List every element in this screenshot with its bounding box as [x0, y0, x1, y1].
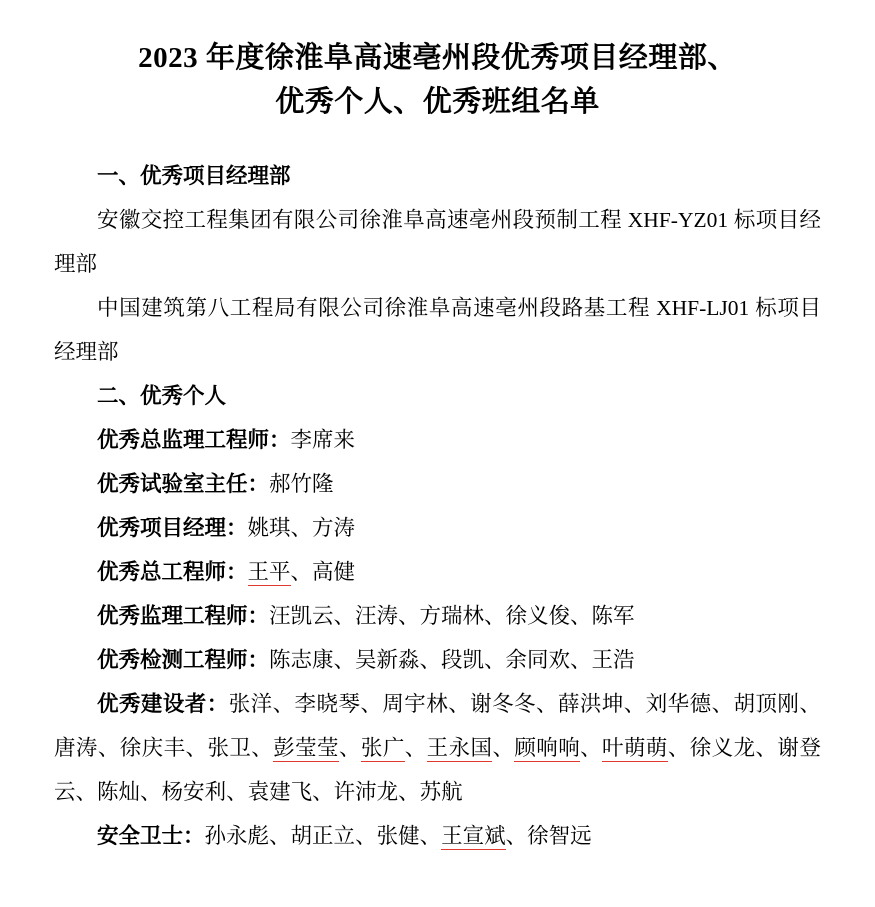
entry-safety-guards	[54, 814, 821, 858]
project-paragraph-2: 中国建筑第八工程局有限公司徐淮阜高速亳州段路基工程 XHF-LJ01 标项目经理部	[54, 296, 821, 364]
name-separator: 、	[755, 736, 778, 760]
entry-chief-engineer	[54, 550, 821, 594]
name: 陈灿	[97, 780, 141, 804]
entry-chief-supervising-engineer	[54, 418, 821, 462]
name-underlined: 王宣斌	[441, 824, 506, 848]
entry-outstanding-builders	[54, 682, 821, 814]
name: 谢登云	[54, 736, 821, 804]
name: 薛洪坤	[557, 692, 624, 716]
name-separator: 、	[623, 692, 646, 716]
entry-label: 优秀试验室主任：	[97, 472, 270, 496]
entry-label: 优秀总监理工程师：	[97, 428, 291, 452]
name-separator: 、	[448, 692, 471, 716]
name-separator: 、	[269, 824, 291, 848]
name-underlined: 彭莹莹	[273, 736, 339, 760]
entry-names: 、高健	[290, 560, 356, 584]
name-separator: 、	[360, 692, 383, 716]
name-separator: 、	[492, 736, 515, 760]
entry-names: 姚琪、方涛	[247, 516, 356, 540]
name-separator: 、	[97, 736, 120, 760]
page-title-line-2: 优秀个人、优秀班组名单	[275, 86, 600, 118]
name: 谢冬冬	[470, 692, 536, 716]
name-underlined: 叶萌萌	[602, 736, 668, 760]
name: 许沛龙	[333, 780, 399, 804]
page-title-line-1: 2023 年度徐淮阜高速亳州段优秀项目经理部、	[138, 42, 737, 74]
entry-names: 汪凯云、汪涛、方瑞林、徐义俊、陈军	[269, 604, 635, 628]
document-body	[54, 154, 821, 858]
name: 苏航	[419, 780, 463, 804]
name-separator: 、	[398, 780, 420, 804]
name: 杨安利	[161, 780, 227, 804]
name: 刘华德	[645, 692, 712, 716]
entry-testing-engineer	[54, 638, 821, 682]
entry-label: 优秀建设者：	[97, 692, 229, 716]
name: 徐庆丰	[119, 736, 186, 760]
guards-name-list	[205, 824, 592, 850]
name-underlined: 顾响响	[514, 736, 581, 760]
entry-names: 陈志康、吴新淼、段凯、余同欢、王浩	[269, 648, 635, 672]
entry-supervising-engineer	[54, 594, 821, 638]
name-separator: 、	[355, 824, 377, 848]
name: 李晓琴	[294, 692, 361, 716]
name-separator: 、	[75, 780, 98, 804]
entry-label: 优秀总工程师：	[97, 560, 248, 584]
section-heading-projects: 一、优秀项目经理部	[97, 164, 291, 188]
name-separator: 、	[505, 824, 528, 848]
name-separator: 、	[226, 780, 248, 804]
entry-name-underlined: 王平	[247, 560, 291, 584]
name-separator: 、	[251, 736, 274, 760]
entry-project-manager	[54, 506, 821, 550]
name: 张卫	[207, 736, 252, 760]
entry-label: 安全卫士：	[97, 824, 205, 848]
entry-lab-director	[54, 462, 821, 506]
name-separator: 、	[535, 692, 558, 716]
name: 胡正立	[290, 824, 356, 848]
name-separator: 、	[667, 736, 690, 760]
name-separator: 、	[580, 736, 603, 760]
entry-names: 郝竹隆	[269, 472, 334, 496]
name-separator: 、	[185, 736, 208, 760]
name-underlined: 张广	[360, 736, 405, 760]
section-heading-individuals: 二、优秀个人	[97, 384, 227, 408]
name-separator: 、	[272, 692, 295, 716]
entry-label: 优秀监理工程师：	[97, 604, 270, 628]
name: 孙永彪	[204, 824, 270, 848]
name: 胡顶刚	[733, 692, 800, 716]
project-paragraph-1: 安徽交控工程集团有限公司徐淮阜高速亳州段预制工程 XHF-YZ01 标项目经理部	[54, 208, 821, 276]
name-separator: 、	[711, 692, 734, 716]
name-separator: 、	[338, 736, 361, 760]
name: 周宇林	[382, 692, 449, 716]
name: 徐义龙	[689, 736, 756, 760]
name: 袁建飞	[247, 780, 313, 804]
name: 徐智远	[527, 824, 592, 848]
name-separator: 、	[799, 692, 821, 716]
name-separator: 、	[312, 780, 334, 804]
name-underlined: 王永国	[426, 736, 493, 760]
name: 张洋	[228, 692, 273, 716]
name: 唐涛	[54, 736, 98, 760]
name-separator: 、	[404, 736, 427, 760]
entry-names: 李席来	[290, 428, 356, 452]
name-separator: 、	[419, 824, 442, 848]
page-title	[68, 36, 807, 124]
name: 张健	[376, 824, 420, 848]
entry-label: 优秀项目经理：	[97, 516, 248, 540]
name-separator: 、	[140, 780, 162, 804]
entry-label: 优秀检测工程师：	[97, 648, 270, 672]
